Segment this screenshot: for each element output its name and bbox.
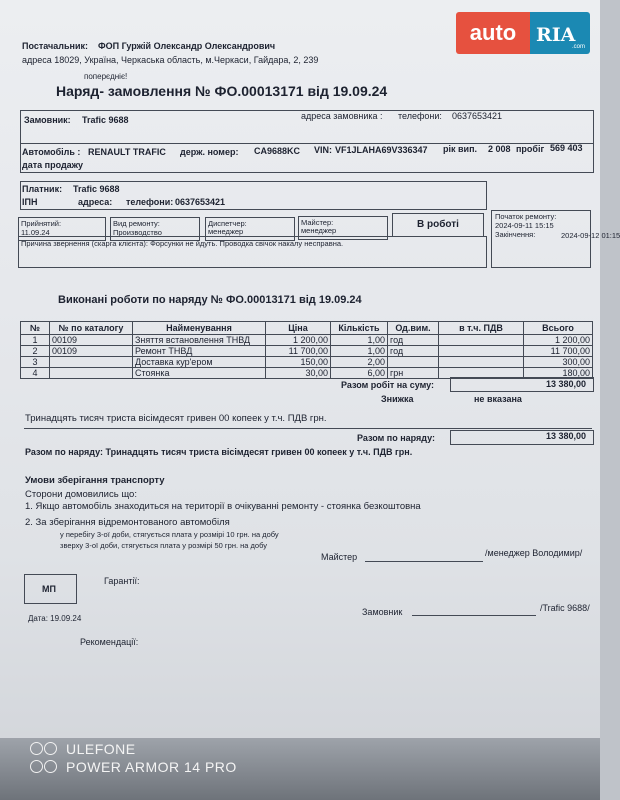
row-price: 11 700,00: [266, 346, 331, 357]
payer-address-label: адреса:: [78, 197, 113, 207]
vin-value: VF1JLAHA69V336347: [335, 145, 428, 155]
stamp-text: МП: [42, 584, 56, 594]
row-catalog: [50, 368, 133, 379]
row-total: 1 200,00: [524, 335, 593, 346]
autoria-logo: [456, 12, 590, 54]
vehicle-model: RENAULT TRAFIC: [88, 147, 166, 157]
storage-item-1: 1. Якщо автомобіль знаходиться на території в очікуванні ремонту - стоянка безкоштовна: [25, 501, 421, 512]
table-row: [21, 335, 593, 346]
warranty-label: Гарантії:: [104, 576, 140, 586]
storage-title: Умови зберігання транспорту: [25, 475, 165, 486]
camera-rings-icon: [30, 742, 60, 756]
autoria-logo-ria: [530, 12, 590, 54]
storage-rate-1: у перебігу 3-ої доби, стягується плата у розмірі 10 грн. на добу: [60, 530, 279, 539]
status-text: В роботі: [417, 219, 459, 230]
row-catalog: 00109: [50, 335, 133, 346]
reg-number-label: держ. номер:: [180, 147, 239, 157]
row-unit: грн: [388, 368, 439, 379]
start-value: 2024-09-11 15:15: [495, 221, 554, 230]
dispatcher-value: менеджер: [208, 227, 244, 236]
document-date: Дата: 19.09.24: [28, 614, 82, 623]
payer-phone: 0637653421: [175, 197, 226, 207]
accepted-date: 11.09.24: [21, 228, 50, 237]
master-sign-name: /менеджер Володимир/: [485, 548, 583, 558]
ipn-label: ІПН: [22, 197, 38, 207]
payer-value: Trafic 9688: [73, 184, 120, 194]
divider-line: [24, 428, 592, 429]
autoria-logo-domain: .com: [571, 44, 585, 50]
stamp-box: [24, 574, 77, 604]
row-price: 150,00: [266, 357, 331, 368]
row-qty: 6,00: [331, 368, 388, 379]
storage-agreed: Сторони домовились що:: [25, 489, 137, 500]
accepted-label: Прийнятий:: [21, 219, 62, 228]
works-sum-value: 13 380,00: [546, 379, 587, 389]
customer-sign-line: [412, 615, 536, 616]
row-price: 1 200,00: [266, 335, 331, 346]
row-catalog: [50, 357, 133, 368]
row-number: 1: [21, 335, 50, 346]
row-number: 2: [21, 346, 50, 357]
col-unit: Од.вим.: [388, 322, 439, 335]
start-label: Початок ремонту:: [495, 212, 557, 221]
customer-sign-name: /Trafic 9688/: [540, 603, 590, 613]
discount-value: не вказана: [474, 394, 522, 404]
col-catalog: № по каталогу: [50, 322, 133, 335]
works-title: Виконані роботи по наряду № ФО.00013171 від 19.09.24: [58, 294, 362, 306]
col-price: Ціна: [266, 322, 331, 335]
order-total-in-words: Разом по наряду: Тринадцять тисяч триста вісімдесят гривен 00 копеек у т.ч. ПДВ грн.: [25, 447, 413, 457]
complaint-text: Причина звернення (скарга клієнта): Форсунки не йдуть. Проводка свічок накалу несправна.: [21, 239, 344, 248]
customer-label: Замовник:: [24, 115, 71, 125]
repair-type-label: Вид ремонту:: [113, 219, 160, 228]
col-number: №: [21, 322, 50, 335]
row-qty: 2,00: [331, 357, 388, 368]
row-name: Стоянка: [133, 368, 266, 379]
camera-lens-icon: [30, 760, 60, 774]
customer-value: Trafic 9688: [82, 115, 129, 125]
col-total: Всього: [524, 322, 593, 335]
works-header-row: [21, 322, 593, 335]
row-vat: [439, 346, 524, 357]
row-vat: [439, 357, 524, 368]
sale-date-label: дата продажу: [22, 160, 84, 170]
customer-address-label: адреса замовника :: [301, 111, 383, 121]
row-name: Доставка кур'ером: [133, 357, 266, 368]
vehicle-label: Автомобіль :: [22, 147, 81, 157]
payer-phone-label: телефони:: [126, 197, 174, 207]
supplier-label: Постачальник:: [22, 41, 88, 51]
row-total: 11 700,00: [524, 346, 593, 357]
mileage-label: пробіг: [516, 144, 545, 154]
customer-sign-label: Замовник: [362, 607, 403, 617]
row-total: 180,00: [524, 368, 593, 379]
works-table: [20, 321, 593, 379]
col-qty: Кількість: [331, 322, 388, 335]
recommendations-label: Рекомендації:: [80, 637, 139, 647]
dispatcher-label: Диспетчер:: [208, 219, 247, 228]
master-sign-label: Майстер: [321, 552, 358, 562]
col-name: Найменування: [133, 322, 266, 335]
works-sum-in-words: Тринадцять тисяч триста вісімдесят гривен 00 копеек у т.ч. ПДВ грн.: [25, 413, 327, 424]
table-row: [21, 357, 593, 368]
row-name: Зняття встановлення ТНВД: [133, 335, 266, 346]
supplier-address: адреса 18029, Україна, Черкаська область, м.Черкаси, Гайдара, 2, 239: [22, 55, 319, 65]
customer-phone: 0637653421: [452, 111, 503, 121]
row-unit: год: [388, 346, 439, 357]
row-name: Ремонт ТНВД: [133, 346, 266, 357]
row-price: 30,00: [266, 368, 331, 379]
table-row: [21, 346, 593, 357]
reg-number: CA9688KC: [254, 146, 301, 156]
autoria-logo-ria-text: RIA: [536, 24, 576, 46]
end-label: Закінчення:: [495, 230, 536, 239]
repair-type-value: Производство: [113, 228, 162, 237]
camera-brand: ULEFONE: [66, 741, 136, 757]
master-sign-line: [365, 561, 483, 562]
row-qty: 1,00: [331, 346, 388, 357]
discount-label: Знижка: [381, 394, 414, 404]
page-title: Наряд- замовлення № ФО.00013171 від 19.09.24: [56, 83, 388, 99]
mileage-value: 569 403: [550, 143, 583, 153]
row-number: 3: [21, 357, 50, 368]
col-vat: в т.ч. ПДВ: [439, 322, 524, 335]
master-label: Майстер:: [301, 218, 334, 227]
vin-label: VIN:: [314, 145, 332, 155]
row-unit: год: [388, 335, 439, 346]
payer-label: Платник:: [22, 184, 63, 194]
camera-model: POWER ARMOR 14 PRO: [66, 759, 237, 775]
year-value: 2 008: [488, 144, 511, 154]
year-label: рік вип.: [443, 144, 478, 154]
end-value: 2024-09-12 01:15: [561, 231, 620, 240]
order-total-label: Разом по наряду:: [357, 433, 435, 443]
autoria-logo-auto: auto: [456, 12, 530, 54]
row-unit: [388, 357, 439, 368]
row-number: 4: [21, 368, 50, 379]
preliminary-flag: поперєдніє!: [84, 72, 128, 81]
works-sum-label: Разом робіт на суму:: [341, 380, 435, 390]
master-value: менеджер: [301, 226, 337, 235]
storage-item-2: 2. За зберігання відремонтованого автомобіля: [25, 517, 230, 528]
status-badge: [392, 213, 484, 237]
row-vat: [439, 335, 524, 346]
row-catalog: 00109: [50, 346, 133, 357]
row-qty: 1,00: [331, 335, 388, 346]
order-total-value: 13 380,00: [546, 431, 587, 441]
supplier-name: ФОП Гуржій Олександр Олександрович: [98, 41, 276, 51]
storage-rate-2: зверху 3-ої доби, стягується плата у розмірі 50 грн. на добу: [60, 541, 267, 550]
row-total: 300,00: [524, 357, 593, 368]
customer-phone-label: телефони:: [398, 111, 442, 121]
